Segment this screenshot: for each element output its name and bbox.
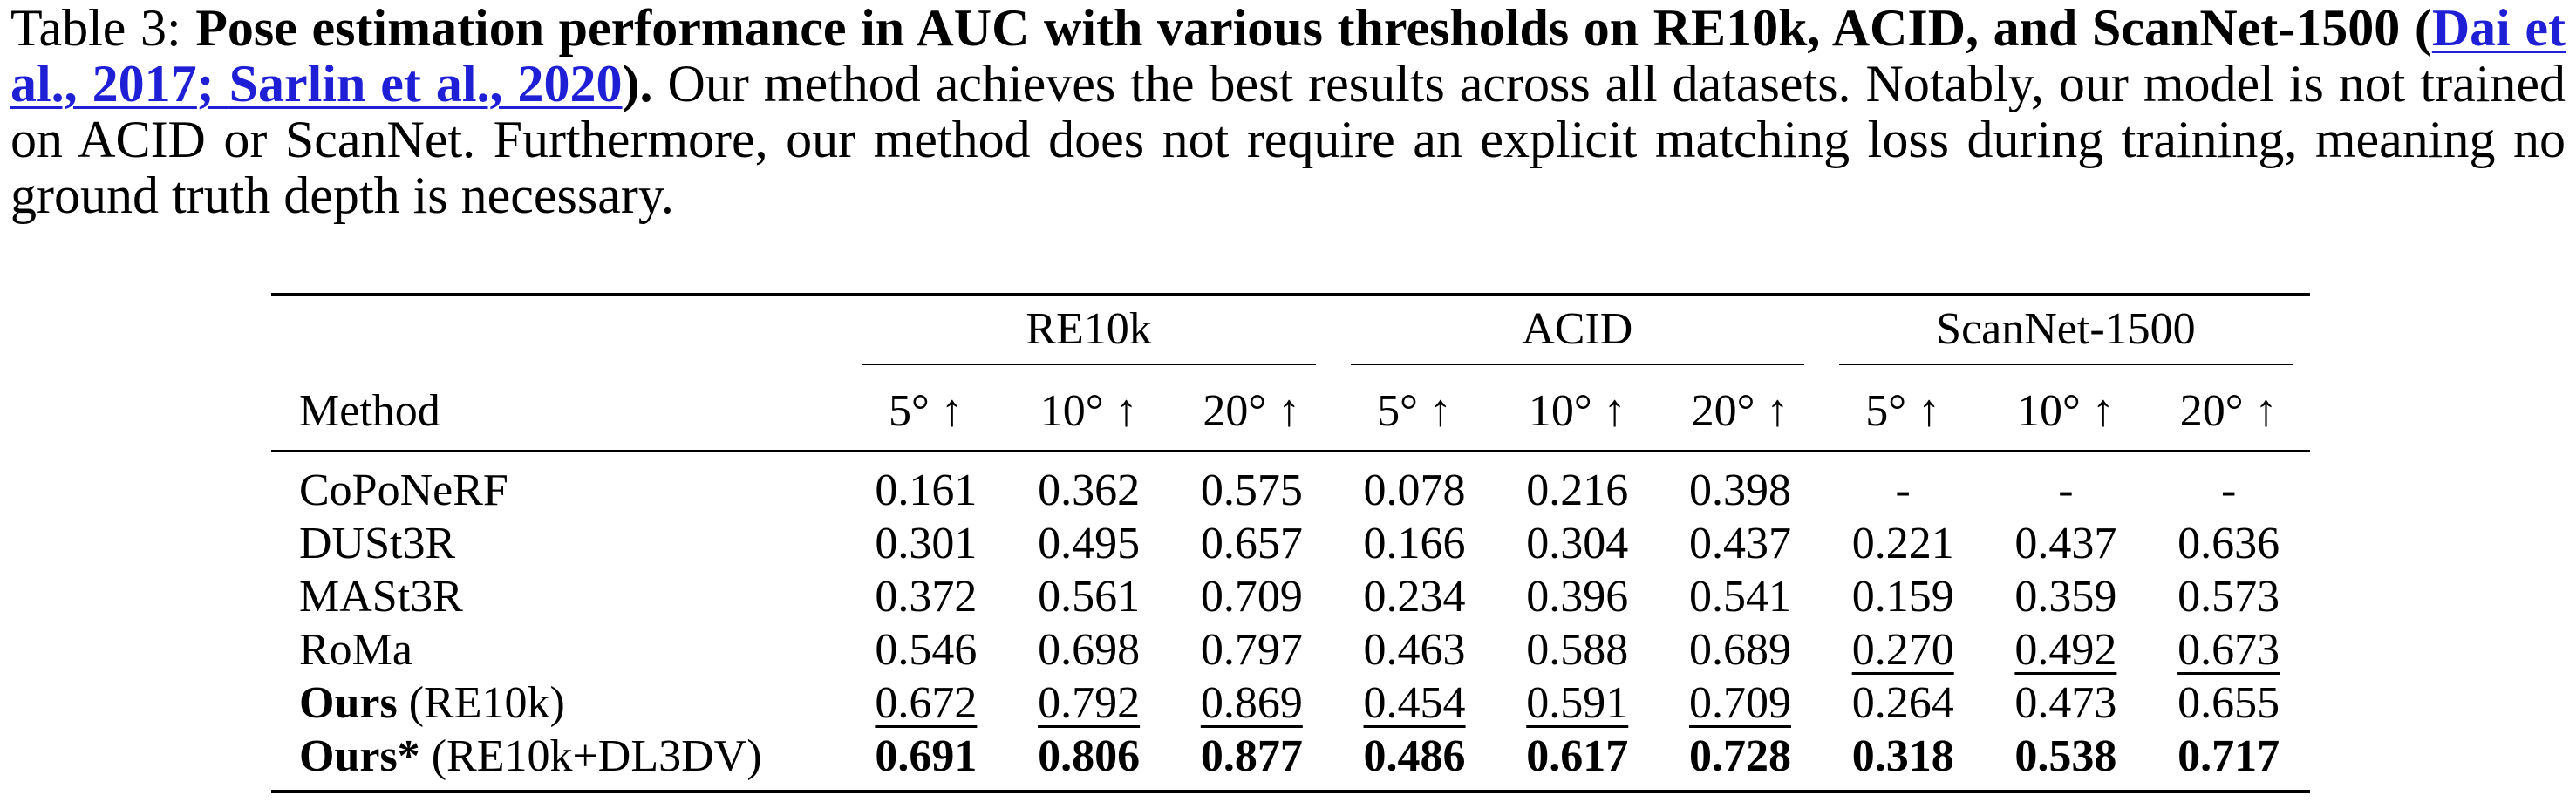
results-table <box>271 293 2310 793</box>
table-cell: 0.709 <box>1688 678 1791 728</box>
table-cell: 0.657 <box>1200 519 1303 568</box>
table-cell: 0.672 <box>875 678 978 728</box>
table-cell: 0.159 <box>1851 572 1954 622</box>
citation-link-sarlin[interactable]: Sarlin et al., 2020 <box>228 55 623 112</box>
table-cell: 0.573 <box>2177 572 2280 622</box>
table-cell: - <box>1985 451 2148 517</box>
table-cell: - <box>1822 451 1985 517</box>
table-cell: 0.437 <box>2014 519 2117 568</box>
table-cell: 0.689 <box>1688 625 1791 675</box>
caption-citation: (Dai et al., 2017; Sarlin et al., 2020). <box>10 0 2566 112</box>
threshold-header: 5° ↑ <box>1865 385 1941 436</box>
table-cell: 0.362 <box>1007 451 1170 517</box>
table-row <box>271 517 2310 570</box>
table-cell: 0.396 <box>1526 572 1629 622</box>
table-cell: 0.728 <box>1659 730 1822 792</box>
table-cell: 0.234 <box>1363 572 1466 622</box>
table-cell: 0.588 <box>1526 625 1629 675</box>
table-cell: 0.221 <box>1851 519 1954 568</box>
threshold-header: 20° ↑ <box>2179 385 2278 436</box>
table-cell: 0.546 <box>875 625 978 675</box>
method-header: Method <box>299 385 440 436</box>
table-cell: - <box>2147 451 2310 517</box>
caption-title: Pose estimation performance in AUC with various thresholds on RE10k, ACID, and ScanNet-1500 <box>195 0 2401 57</box>
table-cell: 0.541 <box>1688 572 1791 622</box>
method-name: CoPoNeRF <box>271 451 845 517</box>
citation-link-dai[interactable]: Dai et al., 2017 <box>10 0 2566 112</box>
table-cell: 0.304 <box>1526 519 1629 568</box>
table-cell: 0.492 <box>2014 625 2117 675</box>
table-cell: 0.591 <box>1526 678 1629 728</box>
table-cell: 0.575 <box>1170 451 1333 517</box>
table-column-header <box>271 371 2310 451</box>
table-cell: 0.495 <box>1038 519 1141 568</box>
table-cell: 0.698 <box>1038 625 1141 675</box>
threshold-header: 20° ↑ <box>1691 385 1789 436</box>
threshold-header: 10° ↑ <box>1528 385 1626 436</box>
table-group-header <box>271 295 2310 371</box>
table-cell: 0.636 <box>2177 519 2280 568</box>
table-cell: 0.717 <box>2147 730 2310 792</box>
caption-label: Table 3: <box>10 0 181 57</box>
table-cell: 0.797 <box>1200 625 1303 675</box>
table-cell: 0.673 <box>2177 625 2280 675</box>
table-cell: 0.486 <box>1333 730 1496 792</box>
group-header-acid: ACID <box>1333 295 1822 371</box>
caption-body: Our method achieves the best results across all datasets. Notably, our model is not trained on ACID or ScanNet. Furthermore, our method does not require an explicit matching loss during training, meaning no ground truth depth is necessary. <box>10 55 2566 224</box>
threshold-header: 10° ↑ <box>2017 385 2115 436</box>
table-cell: 0.617 <box>1496 730 1659 792</box>
table-row <box>271 451 2310 517</box>
group-header-re10k: RE10k <box>845 295 1333 371</box>
method-name: RoMa <box>299 625 412 675</box>
table-cell: 0.869 <box>1200 678 1303 728</box>
table-cell: 0.301 <box>875 519 978 568</box>
group-header-scannet: ScanNet-1500 <box>1822 295 2310 371</box>
method-name: DUSt3R <box>299 519 456 568</box>
table-cell: 0.270 <box>1851 625 1954 675</box>
table-cell: 0.473 <box>2014 678 2117 728</box>
threshold-header: 20° ↑ <box>1203 385 1301 436</box>
table-cell: 0.359 <box>2014 572 2117 622</box>
table-cell: 0.538 <box>1985 730 2148 792</box>
table-row <box>271 676 2310 730</box>
method-name: MASt3R <box>299 572 463 622</box>
table-cell: 0.078 <box>1333 451 1496 517</box>
table-cell: 0.372 <box>875 572 978 622</box>
threshold-header: 5° ↑ <box>888 385 964 436</box>
table-cell: 0.264 <box>1851 678 1954 728</box>
table-row <box>271 623 2310 676</box>
table-row <box>271 730 2310 792</box>
table-cell: 0.398 <box>1659 451 1822 517</box>
table-cell: 0.709 <box>1200 572 1303 622</box>
table-cell: 0.437 <box>1688 519 1791 568</box>
table-cell: 0.792 <box>1038 678 1141 728</box>
table-cell: 0.655 <box>2177 678 2280 728</box>
table-cell: 0.318 <box>1822 730 1985 792</box>
table-cell: 0.877 <box>1170 730 1333 792</box>
threshold-header: 5° ↑ <box>1377 385 1452 436</box>
table-cell: 0.463 <box>1363 625 1466 675</box>
table-caption <box>10 0 2566 223</box>
method-name: Ours* (RE10k+DL3DV) <box>271 730 845 792</box>
table-cell: 0.691 <box>845 730 1008 792</box>
table-cell: 0.454 <box>1363 678 1466 728</box>
table-cell: 0.161 <box>845 451 1008 517</box>
table-row <box>271 570 2310 623</box>
table-cell: 0.561 <box>1038 572 1141 622</box>
method-name: Ours (RE10k) <box>299 678 565 728</box>
table-cell: 0.216 <box>1496 451 1659 517</box>
table-cell: 0.806 <box>1007 730 1170 792</box>
threshold-header: 10° ↑ <box>1039 385 1138 436</box>
table-cell: 0.166 <box>1363 519 1466 568</box>
